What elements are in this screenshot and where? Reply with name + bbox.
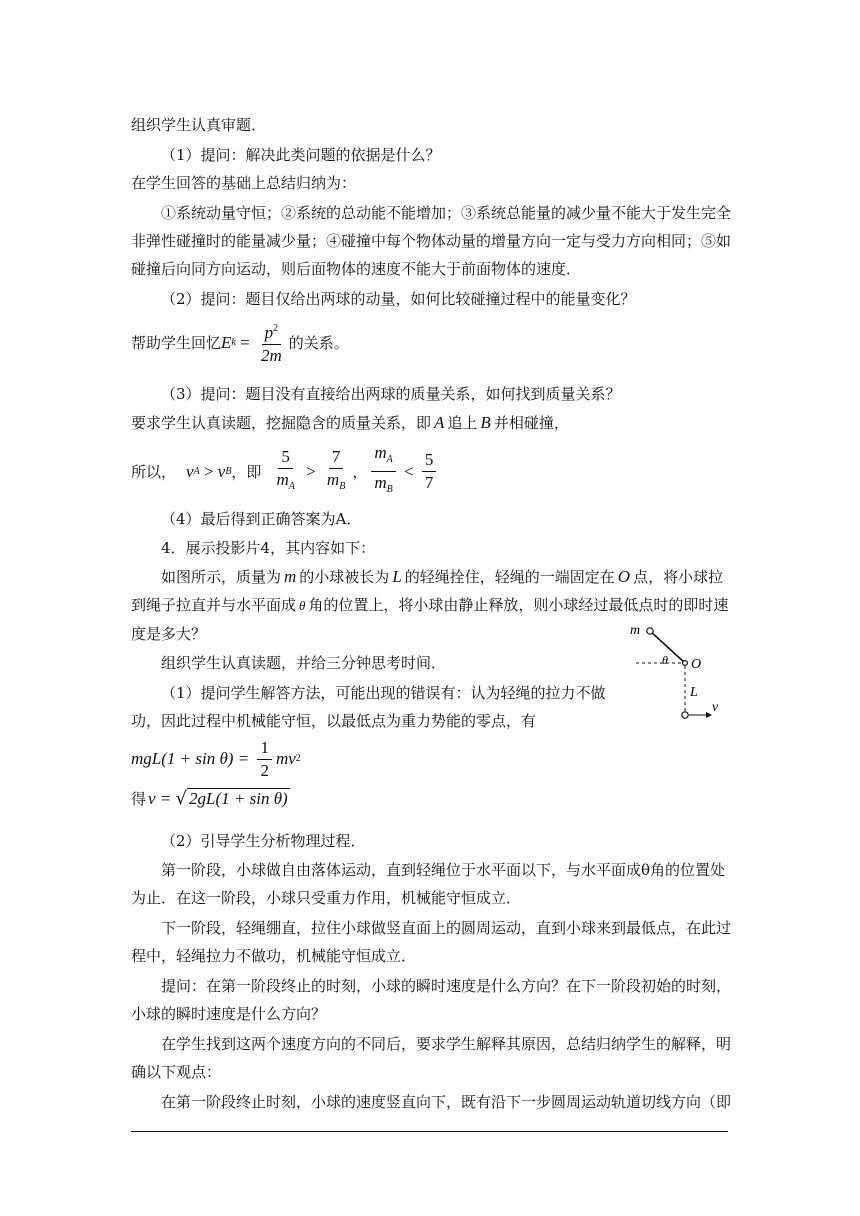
text-line: 程中，轻绳拉力不做功，机械能守恒成立． [131, 947, 417, 965]
text-line [131, 595, 728, 616]
fraction [422, 449, 437, 494]
text-line: 在学生回答的基础上总结归纳为： [131, 174, 357, 192]
math-operator: > [199, 461, 218, 481]
fraction [257, 737, 272, 782]
text-line: 下一阶段，轻绳绷直，拉住小球做竖直面上的圆周运动，直到小球来到最低点，在此过 [161, 919, 732, 937]
text: 点，将小球拉 [633, 568, 724, 586]
text-line: 功，因此过程中机械能守恒，以最低点为重力势能的零点，有 [131, 712, 537, 730]
math-subscript: A [193, 465, 200, 477]
text-line: 碰撞后向同方向运动，则后面物体的速度不能大于前面物体的速度． [131, 260, 582, 278]
math-superscript: 2 [273, 323, 279, 334]
label-theta: θ [662, 653, 668, 667]
text: 所以， [131, 462, 177, 481]
math-symbol: v [217, 461, 226, 481]
math-symbol: 2m [260, 346, 282, 365]
text: 如图所示，质量为 [161, 568, 282, 586]
math-symbol: B [480, 413, 491, 432]
text-line: （2）提问：题目仅给出两球的动量，如何比较碰撞过程中的能量变化？ [161, 290, 636, 308]
label-m: m [630, 623, 641, 638]
text: 的关系。 [288, 333, 349, 352]
label-L: L [690, 685, 698, 700]
text-line: （3）提问：题目没有直接给出两球的质量关系，如何找到质量关系？ [161, 385, 621, 403]
math-operator: < [399, 461, 418, 481]
text-line [161, 567, 723, 587]
text-line: 小球的瞬时速度是什么方向？ [131, 1005, 327, 1023]
math-subscript: B [339, 480, 346, 492]
label-O: O [691, 657, 702, 672]
text-line: 组织学生认真读题，并给三分钟思考时间． [161, 654, 447, 672]
fraction [324, 446, 348, 498]
text: 得 [131, 789, 147, 808]
formula-line-kinetic-energy [131, 318, 349, 367]
text-line: 提问：在第一阶段终止的时刻，小球的瞬时速度是什么方向？在下一阶段初始的时刻， [161, 977, 732, 995]
math-symbol: 5 [278, 446, 293, 469]
math-symbol: m [284, 567, 297, 586]
math-symbol: 7 [424, 473, 434, 492]
ball-lowest [682, 712, 688, 718]
text-line: ①系统动量守恒；②系统的总动能不能增加；③系统总能量的减少量不能大于发生完全 [161, 204, 732, 222]
math-expression: v = [148, 788, 176, 808]
math-symbol: m [326, 469, 340, 489]
text-line: 4．展示投影片4，其内容如下： [161, 539, 376, 557]
fraction [273, 446, 297, 498]
math-symbol: L [392, 567, 402, 586]
math-symbol: v [186, 461, 194, 481]
math-expression: 2gL(1 + sin θ) [189, 789, 288, 808]
math-subscript: B [225, 465, 232, 477]
text-line: 组织学生认真审题． [131, 116, 267, 134]
math-symbol: m [374, 443, 387, 462]
sqrt-icon: √ [175, 787, 188, 809]
text: ，即 [231, 462, 262, 481]
math-symbol: p [264, 323, 274, 342]
math-operator: = [235, 332, 254, 352]
math-superscript: 2 [295, 753, 301, 764]
text-line: 在第一阶段终止时刻，小球的速度竖直向下，既有沿下一步圆周运动轨道切线方向（即 [161, 1093, 732, 1111]
ball-start [647, 628, 653, 634]
formula-velocity [131, 788, 290, 809]
math-symbol: 2 [260, 760, 269, 780]
text-line: 非弹性碰撞时的能量减少量；④碰撞中每个物体动量的增量方向一定与受力方向相同；⑤如 [131, 232, 732, 250]
math-symbol: 5 [422, 449, 437, 472]
text: 帮助学生回忆 [131, 333, 222, 352]
text-line: 第一阶段，小球做自由落体运动，直到轻绳位于水平面以下，与水平面成θ角的位置处 [161, 861, 726, 879]
math-symbol: 7 [329, 446, 344, 469]
text: 要求学生认真读题，挖掘隐含的质量关系，即 [131, 414, 432, 432]
math-symbol: 1 [257, 737, 272, 760]
math-subscript: A [386, 454, 393, 465]
text: 的小球被长为 [299, 568, 390, 586]
math-symbol: O [617, 567, 631, 586]
fraction [258, 318, 285, 367]
math-symbol: m [276, 469, 289, 489]
text: 角的位置上，将小球由静止释放，则小球经过最低点时的即时速 [308, 596, 729, 614]
text: 并相碰撞， [493, 414, 569, 432]
text-line: （4）最后得到正确答案为A． [161, 510, 362, 528]
text-line: （2）引导学生分析物理过程． [161, 832, 366, 850]
formula-energy-conservation [131, 735, 301, 783]
text-line: （1）提问：解决此类问题的依据是什么？ [161, 146, 441, 164]
formula-line-mass-relation [131, 442, 440, 501]
math-subscript: k [231, 336, 236, 348]
math-subscript: A [288, 480, 295, 492]
text-line [131, 413, 569, 433]
text-line: 在学生找到这两个速度方向的不同后，要求学生解释其原因，总结归纳学生的解释，明 [161, 1035, 732, 1053]
text: 到绳子拉直并与水平面成 [131, 596, 297, 614]
math-symbol: mv [275, 749, 296, 768]
footer-rule [131, 1131, 728, 1132]
text: 追上 [447, 414, 478, 432]
text-line: 确以下观点： [131, 1063, 222, 1081]
math-expression: mgL(1 + sin θ) = [131, 749, 254, 768]
math-symbol: θ [299, 598, 306, 613]
fraction [371, 442, 395, 501]
math-symbol: m [374, 473, 387, 492]
text-line: 为止．在这一阶段，小球只受重力作用，机械能守恒成立． [131, 889, 522, 907]
math-operator: > [301, 461, 320, 481]
label-v: v [712, 700, 719, 715]
math-symbol: E [221, 332, 232, 352]
math-subscript: B [386, 484, 393, 495]
text-line: 度是多大？ [131, 625, 207, 643]
pivot-point [683, 661, 688, 666]
text-line: （1）提问学生解答方法，可能出现的错误有：认为轻绳的拉力不做 [161, 684, 606, 702]
text: ， [352, 462, 368, 481]
pendulum-diagram [628, 618, 738, 728]
text: 的轻绳拴住，轻绳的一端固定在 [404, 568, 615, 586]
math-symbol: A [434, 413, 445, 432]
